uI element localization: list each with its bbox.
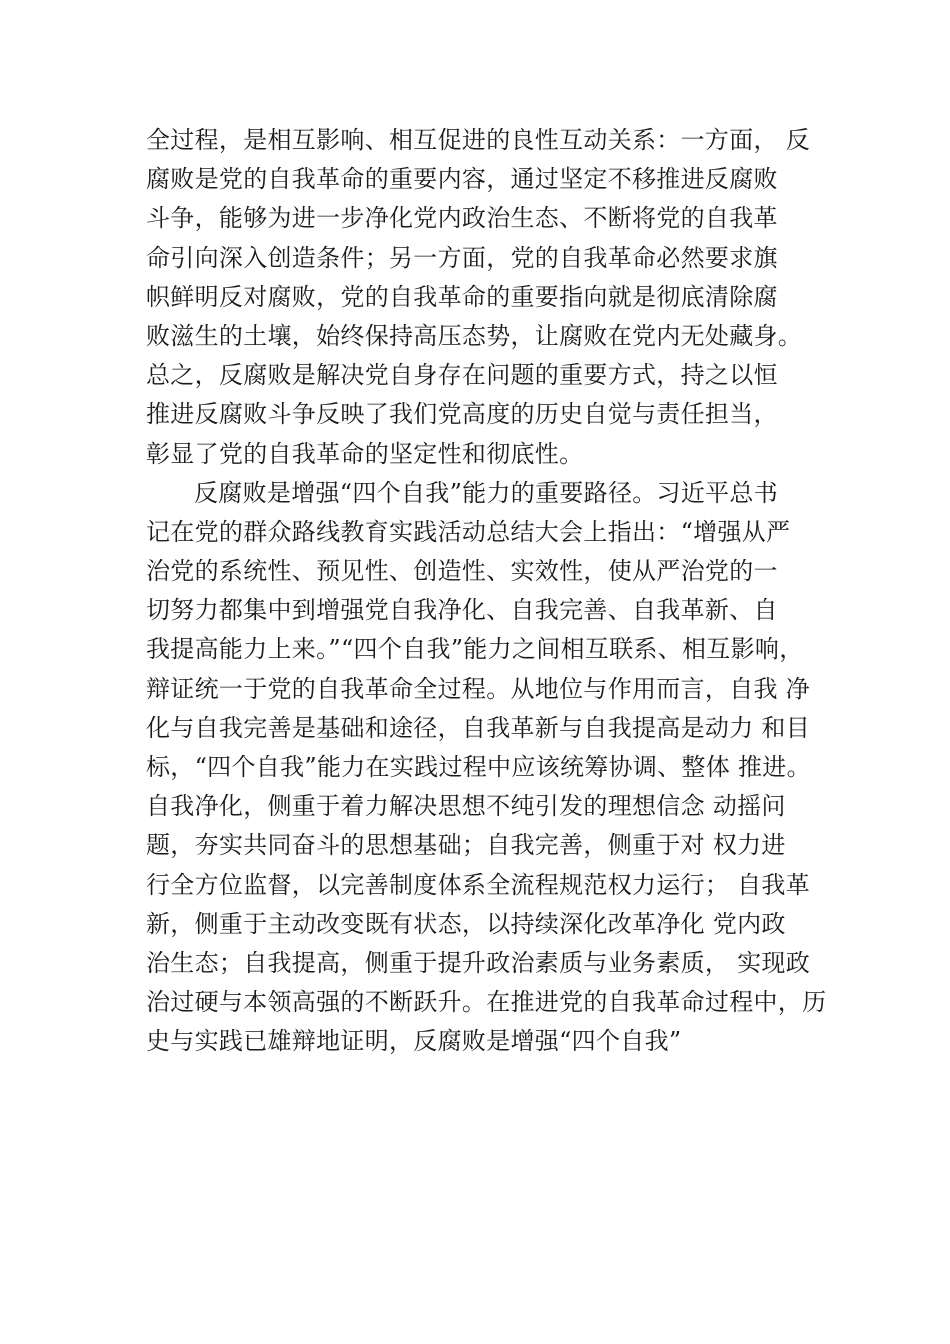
text-line-7: 总之，反腐败是解决党自身存在问题的重要方式，持之以恒 — [146, 361, 778, 390]
text-line-2: 腐败是党的自我革命的重要内容，通过坚定不移推进反腐败 — [146, 165, 778, 194]
text-line-19: 题，夯实共同奋斗的思想基础；自我完善，侧重于对 权力进 — [146, 831, 786, 860]
text-line-4: 命引向深入创造条件；另一方面，党的自我革命必然要求旗 — [146, 243, 778, 272]
text-line-21: 新，侧重于主动改变既有状态，以持续深化改革净化 党内政 — [146, 909, 786, 938]
text-line-15: 辩证统一于党的自我革命全过程。从地位与作用而言，自我 净 — [146, 674, 811, 703]
text-line-1: 全过程，是相互影响、相互促进的良性互动关系：一方面， 反 — [146, 126, 811, 154]
text-line-16: 化与自我完善是基础和途径，自我革新与自我提高是动力 和目 — [146, 713, 811, 742]
text-line-17: 标，“四个自我”能力在实践过程中应该统筹协调、整体 推进。 — [146, 753, 811, 781]
text-line-24: 史与实践已雄辩地证明，反腐败是增强“四个自我” — [146, 1027, 682, 1056]
text-line-3: 斗争，能够为进一步净化党内政治生态、不断将党的自我革 — [146, 204, 778, 233]
text-line-23: 治过硬与本领高强的不断跃升。在推进党的自我革命过程中，历 — [146, 988, 827, 1017]
text-line-8: 推进反腐败斗争反映了我们党高度的历史自觉与责任担当， — [146, 400, 778, 429]
text-line-18: 自我净化，侧重于着力解决思想不纯引发的理想信念 动摇问 — [146, 792, 786, 821]
text-line-11: 记在党的群众路线教育实践活动总结大会上指出：“增强从严 — [146, 517, 791, 546]
text-line-6: 败滋生的土壤，始终保持高压态势，让腐败在党内无处藏身。 — [146, 321, 803, 350]
body-text — [146, 121, 846, 1062]
text-line-20: 行全方位监督，以完善制度体系全流程规范权力运行； 自我革 — [146, 870, 811, 899]
text-line-14: 我提高能力上来。”“四个自我”能力之间相互联系、相互影响， — [146, 635, 804, 664]
text-line-22: 治生态；自我提高，侧重于提升政治素质与业务素质， 实现政 — [146, 948, 811, 977]
text-line-12: 治党的系统性、预见性、创造性、实效性，使从严治党的一 — [146, 557, 778, 586]
text-line-13: 切努力都集中到增强党自我净化、自我完善、自我革新、自 — [146, 596, 778, 625]
text-line-10: 反腐败是增强“四个自我”能力的重要路径。习近平总书 — [194, 478, 779, 507]
text-line-5: 帜鲜明反对腐败，党的自我革命的重要指向就是彻底清除腐 — [146, 282, 778, 311]
text-line-9: 彰显了党的自我革命的坚定性和彻底性。 — [146, 439, 584, 468]
